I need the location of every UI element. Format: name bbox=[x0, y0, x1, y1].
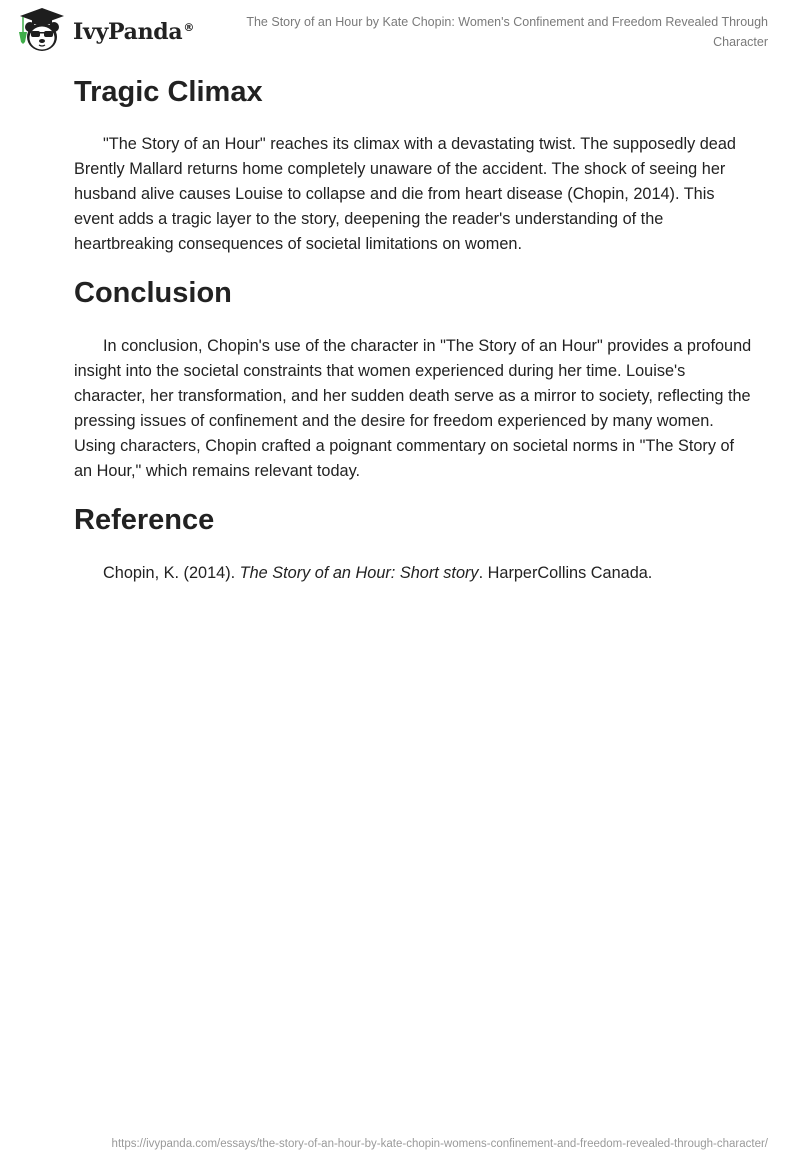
panda-graduate-icon bbox=[17, 6, 67, 54]
section-heading-conclusion: Conclusion bbox=[74, 277, 232, 309]
section-paragraph-conclusion: In conclusion, Chopin's use of the character in "The Story of an Hour" provides a profound insight into the societal constraints that women experienced during her time. Louise's character, her transformation, and her sudden death serve as a mirror to society, reflecting the pressing issues of confinement and the desire for freedom experienced by many women. Using characters, Chopin crafted a poignant commentary on societal norms in "The Story of an Hour," which remains relevant today. bbox=[74, 337, 752, 480]
document-title: The Story of an Hour by Kate Chopin: Women's Confinement and Freedom Revealed Through Character bbox=[246, 15, 768, 49]
ivypanda-logo[interactable] bbox=[17, 6, 194, 54]
reference-entry bbox=[74, 561, 754, 586]
section-paragraph-tragic-climax: "The Story of an Hour" reaches its climax with a devastating twist. The supposedly dead Brently Mallard returns home completely unaware of the accident. The shock of seeing her husband alive causes Louise to collapse and die from heart disease (Chopin, 2014). This event adds a tragic layer to the story, deepening the reader's understanding of the heartbreaking consequences of societal limitations on women. bbox=[74, 135, 736, 253]
logo-wordmark: IvyPanda® bbox=[73, 19, 195, 45]
reference-author-year: Chopin, K. (2014). bbox=[103, 564, 240, 582]
section-heading-tragic-climax: Tragic Climax bbox=[74, 76, 263, 108]
reference-publisher: . HarperCollins Canada. bbox=[478, 564, 653, 582]
page-header bbox=[0, 0, 800, 60]
reference-title: The Story of an Hour: Short story bbox=[239, 564, 479, 582]
section-heading-reference: Reference bbox=[74, 504, 215, 536]
footer-source-url[interactable]: https://ivypanda.com/essays/the-story-of-an-hour-by-kate-chopin-womens-confinement-and-freedom-revealed-through-character/ bbox=[111, 1138, 768, 1150]
